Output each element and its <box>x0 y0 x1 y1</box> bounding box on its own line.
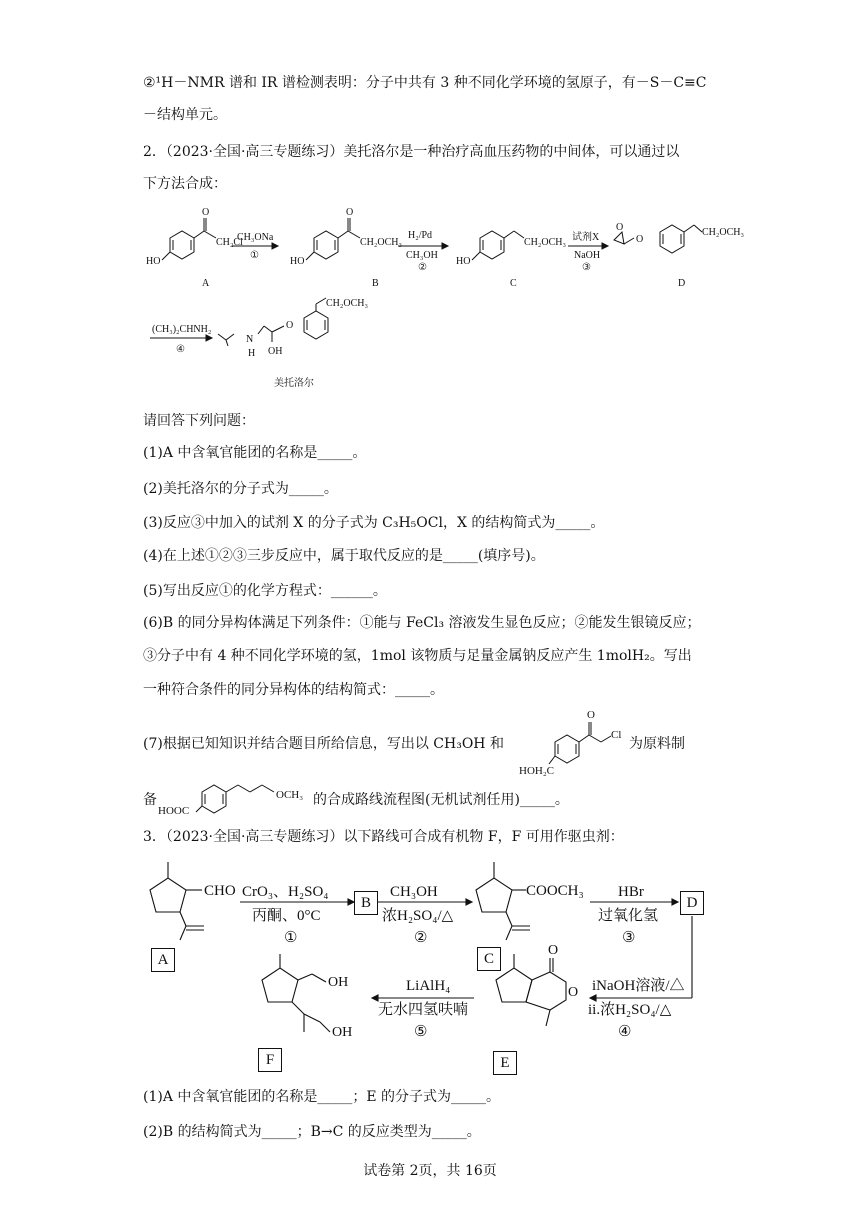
reagent-3b: 过氧化氢 <box>598 908 659 924</box>
oxygen-label: O <box>587 709 595 721</box>
compound-box-a: A <box>151 948 175 972</box>
step-4: ④ <box>618 1024 632 1040</box>
ch2cl-label: CH₂Cl <box>216 237 243 248</box>
reagent-4a: iNaOH溶液/△ <box>592 978 685 994</box>
q7-target-compound <box>158 776 316 816</box>
compound-box-f: F <box>258 1048 282 1072</box>
oxygen-label: O <box>548 943 559 958</box>
step-2: ② <box>418 262 427 273</box>
text-line: 下方法合成： <box>143 176 227 192</box>
hydroxyl-label: OH <box>332 1025 353 1040</box>
step-3: ③ <box>622 930 636 946</box>
ho-label: HO <box>146 256 161 267</box>
reagent-1b: 丙酮、0°C <box>252 908 321 924</box>
step-4: ④ <box>176 344 185 355</box>
step-5: ⑤ <box>414 1024 428 1040</box>
question-part: (3)反应③中加入的试剂 X 的分子式为 C₃H₅OCl，X 的结构简式为_____。 <box>143 515 605 531</box>
text-line: －结构单元。 <box>143 107 227 123</box>
question-part: (7)根据已知知识并结合题目所给信息，写出以 CH₃OH 和 <box>143 736 504 752</box>
compound-label-c: C <box>510 278 517 289</box>
oxygen-label: O <box>616 222 624 233</box>
question-part: ③分子中有 4 种不同化学环境的氢，1mol 该物质与足量金属钠反应产生 1molH₂。写出 <box>143 648 692 664</box>
q7-starting-material <box>515 700 630 780</box>
reagent-3b: NaOH <box>574 250 601 261</box>
question-part: (2)B 的结构简式为_____；B→C 的反应类型为_____。 <box>143 1124 481 1140</box>
question-part: (1)A 中含氧官能团的名称是_____；E 的分子式为_____。 <box>143 1089 501 1105</box>
reagent-2b: CH₃OH <box>406 250 438 261</box>
question-part: (4)在上述①②③三步反应中，属于取代反应的是_____(填序号)。 <box>143 548 545 564</box>
reagent-2a: CH₃OH <box>390 884 438 900</box>
ho-label: HO <box>290 256 305 267</box>
oxygen-label: O <box>202 207 210 218</box>
step-2: ② <box>414 930 428 946</box>
text-line: 备 <box>143 792 157 808</box>
hooc-label: HOOC <box>158 805 190 816</box>
hoh2c-label: HOH₂C <box>519 765 555 777</box>
question-2-heading: 2．（2023·全国·高三专题练习）美托洛尔是一种治疗高血压药物的中间体，可以通过以 <box>143 144 680 160</box>
reagent-3a: 试剂X <box>572 232 600 243</box>
compound-box-b: B <box>354 891 378 915</box>
reagent-1: CH₃ONa <box>237 232 274 243</box>
step-1: ① <box>284 930 298 946</box>
ester-label: COOCH₃ <box>526 883 584 899</box>
nitrogen-label: N <box>246 334 254 345</box>
reagent-5b: 无水四氢呋喃 <box>378 1002 469 1018</box>
ch2och3-label: CH₂OCH₃ <box>702 227 744 238</box>
compound-box-c: C <box>477 947 501 971</box>
compound-box-d: D <box>680 891 704 915</box>
reagent-4b: ii.浓H₂SO₄/△ <box>588 1002 672 1018</box>
step-1: ① <box>250 250 259 261</box>
oh-label: OH <box>268 346 283 357</box>
och3-label: OCH₃ <box>276 789 304 801</box>
question-part: (2)美托洛尔的分子式为_____。 <box>143 481 338 497</box>
ch2och3-label: CH₂OCH₃ <box>360 237 402 248</box>
oxygen-label: O <box>346 207 354 218</box>
compound-label-a: A <box>202 278 210 289</box>
ho-label: HO <box>456 256 471 267</box>
compound-label-b: B <box>372 278 379 289</box>
ch2och3-label: CH₂OCH₃ <box>326 298 368 309</box>
reagent-2a: H₂/Pd <box>408 230 433 241</box>
question-part: 的合成路线流程图(无机试剂任用)_____。 <box>313 792 569 808</box>
question-part: (6)B 的同分异构体满足下列条件：①能与 FeCl₃ 溶液发生显色反应；②能发生银镜反应； <box>143 615 701 631</box>
reagent-4: (CH₃)₂CHNH₂ <box>152 324 212 335</box>
hydrogen-label: H <box>248 348 256 359</box>
page-footer: 试卷第 2页，共 16页 <box>363 1163 497 1179</box>
oxygen-label: O <box>286 320 294 331</box>
reagent-2b: 浓H₂SO₄/△ <box>382 908 454 924</box>
oxygen-label: O <box>568 985 579 1000</box>
text-line: 请回答下列问题： <box>143 413 255 429</box>
reagent-1a: CrO₃、H₂SO₄ <box>242 884 329 900</box>
compound-label-d: D <box>678 278 686 289</box>
question-part: 为原料制 <box>629 736 685 752</box>
product-name: 美托洛尔 <box>274 378 314 389</box>
question-3-heading: 3．（2023·全国·高三专题练习）以下路线可合成有机物 F，F 可用作驱虫剂： <box>143 829 624 845</box>
compound-box-e: E <box>493 1051 517 1075</box>
ch2och3-label: CH₂OCH₃ <box>524 237 566 248</box>
metoprolol-synthesis-scheme <box>140 200 780 400</box>
step-3: ③ <box>582 262 591 273</box>
chloro-label: Cl <box>611 729 622 741</box>
reagent-3a: HBr <box>618 884 644 900</box>
question-part: 一种符合条件的同分异构体的结构简式：_____。 <box>143 682 444 698</box>
question-part: (1)A 中含氧官能团的名称是_____。 <box>143 445 367 461</box>
hydroxyl-label: OH <box>328 975 349 990</box>
text-line: ②¹H－NMR 谱和 IR 谱检测表明：分子中共有 3 种不同化学环境的氢原子，有－S－C≡C <box>143 75 707 91</box>
insect-repellent-synthesis-scheme <box>140 850 710 1080</box>
question-part: (5)写出反应①的化学方程式：______。 <box>143 583 387 599</box>
reagent-5a: LiAlH₄ <box>406 978 451 994</box>
oxygen-label: O <box>636 234 644 245</box>
aldehyde-label: CHO <box>204 883 236 899</box>
